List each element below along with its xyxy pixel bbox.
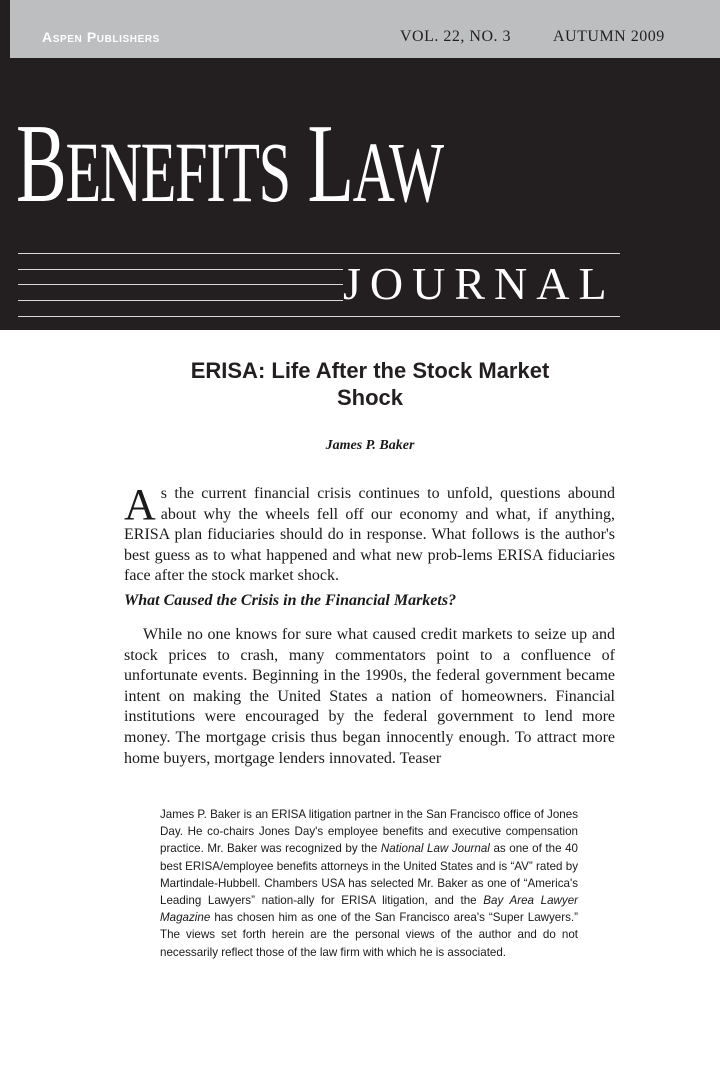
masthead-rule	[18, 284, 343, 285]
masthead-banner	[0, 58, 720, 330]
intro-paragraph	[124, 480, 615, 587]
journal-title	[16, 102, 443, 226]
journal-subtitle: JOURNAL	[343, 258, 616, 309]
footnote-publication: National Law Journal	[380, 842, 490, 856]
title-aw: AW	[352, 124, 443, 220]
footnote-text: James P. Baker is an ERISA litigation partner in the San Francisco office of Jones Day. He co-chairs Jones Day's employee benefits and executive compensation practice. Mr. Baker was recognized by the	[160, 808, 578, 856]
masthead-rule	[18, 253, 620, 254]
intro-text: s the current financial crisis continues to unfold, questions abound about why the wheels fell off our economy and what, if anything, ERISA plan fiduciaries should do in response. What follows is the author's best guess as to what happened and what new prob-lems ERISA fiduciaries face after the stock market shock.	[124, 485, 615, 585]
title-enefits: ENEFITS	[65, 124, 290, 220]
issue-season: AUTUMN 2009	[553, 28, 665, 45]
article-title: ERISA: Life After the Stock Market Shock	[190, 358, 550, 410]
footnote-text: as one of the 40 best ERISA/employee benefits attorneys in the United States and is “AV” rated by Martindale-Hubbell. Chambers USA has selected Mr. Baker as one of “America's Leading Lawyers” nation-ally for ERISA litigation, and the	[160, 842, 578, 908]
masthead-rule	[18, 316, 620, 317]
masthead-rule	[18, 300, 343, 301]
title-letter-b: B	[16, 102, 66, 226]
author-footnote	[160, 806, 578, 961]
publisher-name: Aspen Publishers	[42, 29, 160, 45]
body-paragraph: While no one knows for sure what caused credit markets to seize up and stock prices to crash, many commentators point to a confluence of unfortunate events. Beginning in the 1990s, the federal government became intent on making the United States a nation of homeowners. Financial institutions were encouraged by the federal government to lend more money. The mortgage crisis thus began innocently enough. To attract more home buyers, mortgage lenders innovated. Teaser	[124, 626, 615, 767]
footnote-text: has chosen him as one of the San Francisco area's “Super Lawyers.” The views set forth herein are the personal views of the author and do not necessarily reflect those of the law firm with which he is associated.	[160, 911, 578, 959]
footnote-publication: Bay Area Lawyer Magazine	[160, 894, 578, 925]
title-letter-l: L	[307, 102, 353, 226]
article-author: James P. Baker	[325, 438, 415, 453]
section-heading: What Caused the Crisis in the Financial Markets?	[124, 592, 457, 609]
drop-cap: A	[124, 480, 156, 529]
masthead-rule	[18, 269, 343, 270]
volume-issue: VOL. 22, NO. 3	[400, 28, 511, 45]
